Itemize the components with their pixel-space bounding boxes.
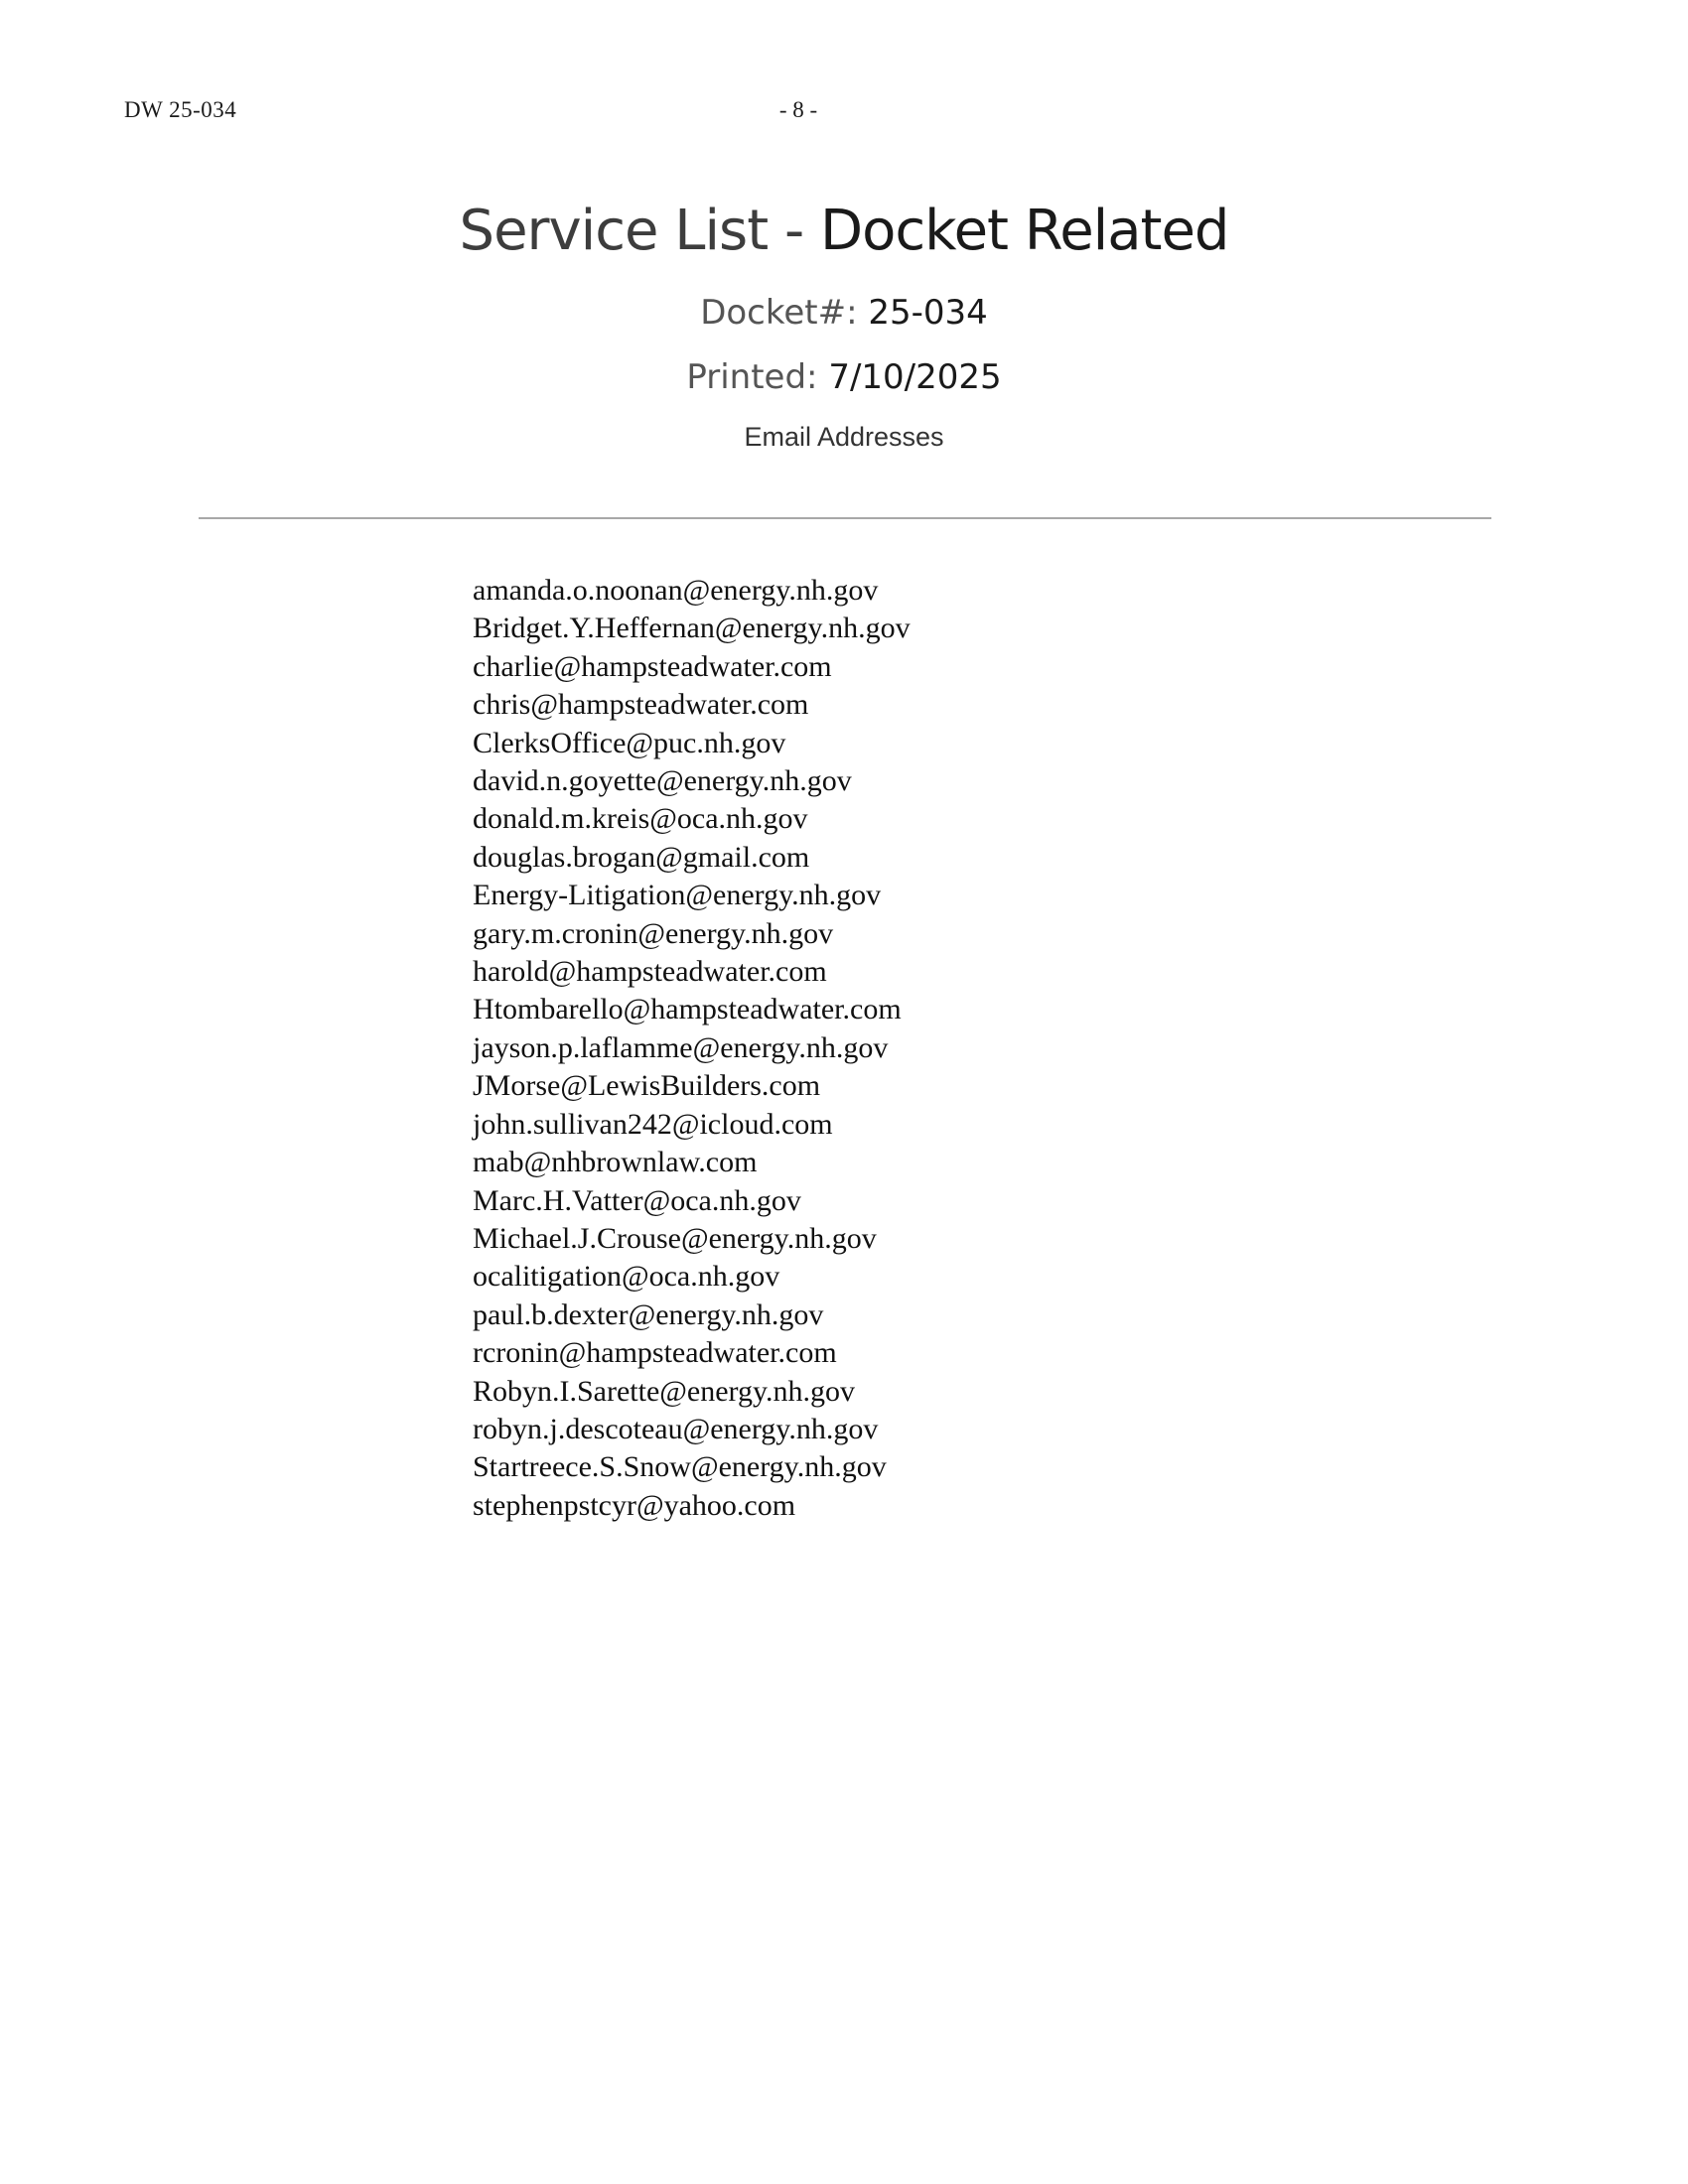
email-address-item: stephenpstcyr@yahoo.com	[473, 1488, 796, 1522]
email-address-item: paul.b.dexter@energy.nh.gov	[473, 1297, 824, 1331]
page-title	[0, 199, 1688, 263]
email-address-item: Marc.H.Vatter@oca.nh.gov	[473, 1183, 801, 1217]
printed-line	[0, 357, 1688, 397]
email-address-item: david.n.goyette@energy.nh.gov	[473, 764, 852, 798]
email-address-item: john.sullivan242@icloud.com	[473, 1107, 833, 1141]
docket-number: 25-034	[868, 293, 988, 333]
email-address-item: Bridget.Y.Heffernan@energy.nh.gov	[473, 612, 911, 645]
email-address-item: charlie@hampsteadwater.com	[473, 649, 832, 683]
printed-label: Printed:	[686, 357, 829, 397]
email-section-heading: Email Addresses	[744, 422, 944, 452]
page-number: - 8 -	[778, 97, 818, 122]
email-address-item: Energy-Litigation@energy.nh.gov	[473, 879, 882, 912]
docket-line	[0, 293, 1688, 333]
email-address-item: rcronin@hampsteadwater.com	[473, 1336, 837, 1370]
title-suffix: Docket Related	[819, 199, 1229, 263]
email-address-item: Robyn.I.Sarette@energy.nh.gov	[473, 1374, 856, 1408]
email-address-list	[473, 572, 911, 1525]
section-divider	[199, 517, 1491, 519]
email-address-item: ClerksOffice@puc.nh.gov	[473, 726, 786, 759]
email-address-item: mab@nhbrownlaw.com	[473, 1146, 758, 1179]
docket-label: Docket#:	[700, 293, 869, 333]
docket-reference: DW 25-034	[124, 97, 237, 122]
email-address-item: JMorse@LewisBuilders.com	[473, 1069, 821, 1103]
email-address-item: chris@hampsteadwater.com	[473, 688, 809, 722]
email-address-item: gary.m.cronin@energy.nh.gov	[473, 916, 834, 950]
email-address-item: Michael.J.Crouse@energy.nh.gov	[473, 1221, 877, 1255]
email-address-item: jayson.p.laflamme@energy.nh.gov	[473, 1030, 889, 1064]
email-address-item: douglas.brogan@gmail.com	[473, 840, 810, 874]
title-prefix: Service List -	[459, 199, 820, 263]
printed-date: 7/10/2025	[828, 357, 1002, 397]
email-address-item: Htombarello@hampsteadwater.com	[473, 993, 902, 1026]
email-address-item: donald.m.kreis@oca.nh.gov	[473, 802, 808, 836]
email-address-item: robyn.j.descoteau@energy.nh.gov	[473, 1412, 879, 1445]
email-address-item: harold@hampsteadwater.com	[473, 955, 827, 989]
email-address-item: amanda.o.noonan@energy.nh.gov	[473, 574, 879, 607]
email-address-item: Startreece.S.Snow@energy.nh.gov	[473, 1450, 887, 1484]
email-address-item: ocalitigation@oca.nh.gov	[473, 1260, 780, 1294]
